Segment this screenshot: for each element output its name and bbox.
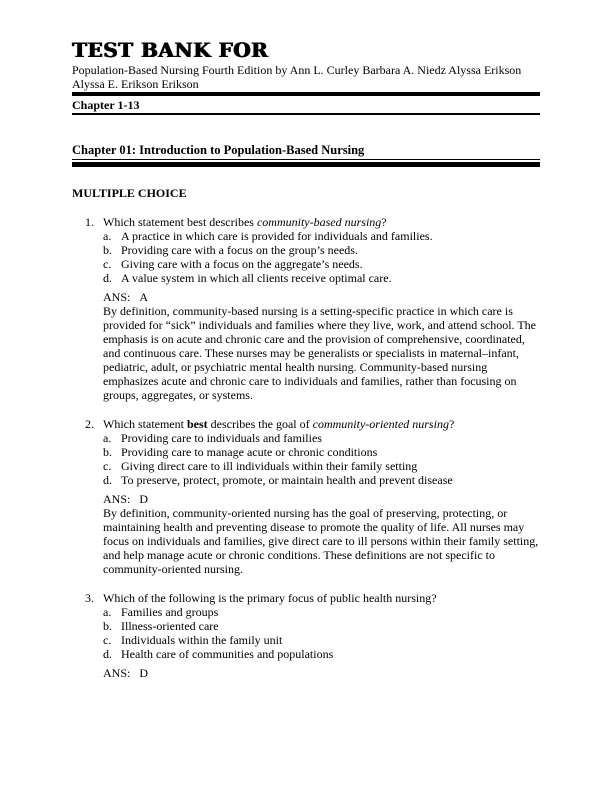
question-1-stem-row (85, 215, 540, 229)
section-heading: MULTIPLE CHOICE (72, 186, 187, 200)
chapter-range-label: Chapter 1-13 (72, 96, 540, 115)
answer-label: ANS: (103, 492, 131, 506)
option-text: A value system in which all clients receive optimal care. (121, 271, 392, 285)
answer-value: A (139, 290, 149, 304)
chapter-title: Chapter 01: Introduction to Population-Based Nursing (72, 143, 540, 160)
stem-text: Which statement (103, 417, 187, 431)
stem-text: Which statement best describes (103, 215, 257, 229)
stem-bold-text: best (186, 417, 208, 431)
option-text: Providing care to individuals and families (121, 431, 322, 445)
question-2-rationale: By definition, community-oriented nursing has the goal of preserving, protecting, or maintaining health and preventing disease to promote the quality of life. All nurses may focus on individuals and families, give direct care to ill persons within their family setting, and help manage acute or chronic conditions. These definitions are not specific to community-oriented nursing. (103, 506, 539, 576)
question-2-option-a (103, 431, 540, 445)
question-3-stem (103, 591, 437, 605)
question-3-option-c (103, 633, 540, 647)
option-text: A practice in which care is provided for individuals and families. (121, 229, 433, 243)
chapter-divider-bar (72, 162, 540, 167)
question-3 (85, 591, 540, 680)
question-3-stem-row (85, 591, 540, 605)
question-2-option-c (103, 459, 540, 473)
answer-value: D (139, 666, 149, 680)
option-letter: d. (103, 473, 112, 487)
option-letter: c. (103, 633, 112, 647)
question-2-option-d (103, 473, 540, 487)
option-text: Families and groups (121, 605, 219, 619)
question-1-option-c (103, 257, 540, 271)
question-1-rationale: By definition, community-based nursing is a setting-specific practice in which care is provided for “sick” individuals and families where they live, work, and attend school. The emphasis is on acute and chronic care and the provision of comprehensive, coordinated, and continuous care. These nurses may be generalists or specialists in maternal–infant, pediatric, adult, or psychiatric mental health nursing. Community-based nursing emphasizes acute and chronic care to individuals and families, rather than focusing on groups, aggregates, or systems. (103, 304, 536, 402)
question-1-answer-row (103, 290, 540, 304)
question-3-number: 3. (85, 591, 94, 605)
stem-text: describes the goal of (207, 417, 313, 431)
option-letter: a. (103, 431, 112, 445)
question-2-option-b (103, 445, 540, 459)
book-subtitle (72, 63, 540, 91)
answer-value: D (139, 492, 149, 506)
option-text: Providing care to manage acute or chronic conditions (121, 445, 378, 459)
stem-italic-term: community-oriented nursing (312, 417, 449, 431)
question-1-option-a (103, 229, 540, 243)
stem-text: ? (448, 417, 455, 431)
option-text: Individuals within the family unit (121, 633, 283, 647)
option-text: Health care of communities and populations (121, 647, 334, 661)
stem-italic-term: community-based nursing (256, 215, 382, 229)
question-1-stem (103, 215, 387, 229)
option-text: To preserve, protect, promote, or maintain health and prevent disease (121, 473, 453, 487)
question-1-option-b (103, 243, 540, 257)
test-bank-title: TEST BANK FOR (72, 38, 269, 62)
option-letter: a. (103, 605, 112, 619)
option-letter: c. (103, 257, 112, 271)
question-3-option-b (103, 619, 540, 633)
option-text: Giving direct care to ill individuals within their family setting (121, 459, 418, 473)
option-letter: a. (103, 229, 112, 243)
option-letter: b. (103, 243, 112, 257)
question-1-option-d (103, 271, 540, 285)
answer-label: ANS: (103, 290, 131, 304)
book-subtitle-line2: Alyssa E. Erikson Erikson (72, 77, 199, 91)
option-text: Illness-oriented care (121, 619, 219, 633)
question-3-answer-row (103, 666, 540, 680)
option-letter: b. (103, 445, 112, 459)
option-text: Providing care with a focus on the group’s needs. (121, 243, 358, 257)
option-text: Giving care with a focus on the aggregate’s needs. (121, 257, 363, 271)
question-2-number: 2. (85, 417, 94, 431)
question-1 (85, 215, 540, 402)
question-3-option-d (103, 647, 540, 661)
answer-label: ANS: (103, 666, 131, 680)
stem-text: Which of the following is the primary focus of public health nursing? (103, 591, 437, 605)
question-1-number: 1. (85, 215, 94, 229)
book-subtitle-line1: Population-Based Nursing Fourth Edition by Ann L. Curley Barbara A. Niedz Alyssa Erikson (72, 63, 522, 77)
question-3-option-a (103, 605, 540, 619)
stem-text: ? (381, 215, 387, 229)
question-2-stem (103, 417, 454, 431)
option-letter: b. (103, 619, 112, 633)
option-letter: d. (103, 647, 112, 661)
option-letter: c. (103, 459, 112, 473)
option-letter: d. (103, 271, 112, 285)
question-2 (85, 417, 540, 576)
question-2-answer-row (103, 492, 540, 506)
question-2-stem-row (85, 417, 540, 431)
